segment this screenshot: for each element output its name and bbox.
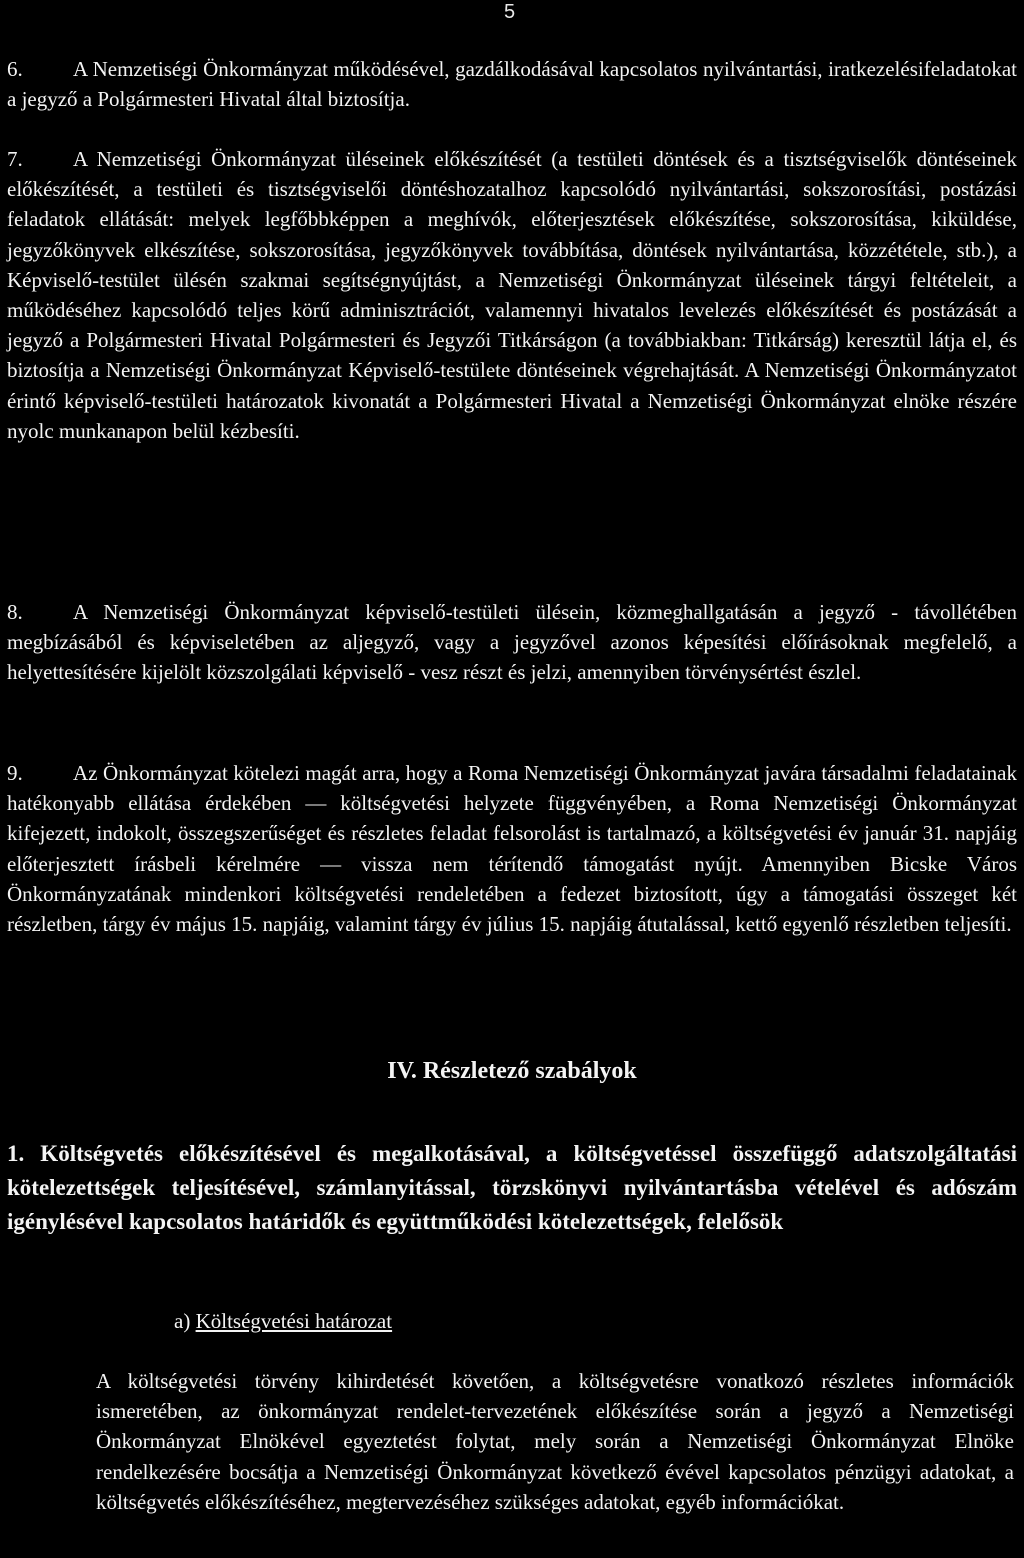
section-title: IV. Részletező szabályok bbox=[387, 1058, 637, 1084]
paragraph-text: A Nemzetiségi Önkormányzat működésével, gazdálkodásával kapcsolatos nyilvántartási, iratkezelésifeladatokat a jegyző a Polgármesteri Hivatal által biztosítja. bbox=[7, 57, 1017, 112]
final-paragraph: A költségvetési törvény kihirdetését követően, a költségvetésre vonatkozó részletes információk ismeretében, az önkormányzat rendelet-tervezetének előkészítése során a jegyző a Nemzetiségi Önkormányzat Elnökével egyeztetést folytat, mely során a Nemzetiségi Önkormányzat Elnöke rendelkezésére bocsátja a Nemzetiségi Önkormányzat következő évével kapcsolatos pénzügyi adatokat, a költségvetés előkészítéséhez, megtervezéséhez szükséges adatokat, egyéb információkat. bbox=[96, 1369, 1014, 1514]
paragraph-text: A Nemzetiségi Önkormányzat üléseinek előkészítését (a testületi döntések és a tisztségviselők döntéseinek előkészítését, a testületi és tisztségviselői döntéshozatalhoz kapcsolódó nyilvántartási, sokszorosítási, postázási feladatok ellátását: melyek legfőbbképpen a meghívók, előterjesztések előkészítése, sokszorosítása, kiküldése, jegyzőkönyvek elkészítése, sokszorosítása, jegyzőkönyvek továbbítása, döntések nyilvántartása, közzététele, stb.), a Képviselő-testület ülésén szakmai segítségnyújtást, a Nemzetiségi Önkormányzat üléseinek tárgyi feltételeit, a működéséhez kapcsolódó teljes körű adminisztrációt, valamennyi hivatalos levelezés előkészítését és postázását a jegyző a Polgármesteri Hivatal Polgármesteri és Jegyzői Titkárságon (a továbbiakban: Titkárság) keresztül látja el, és biztosítja a Nemzetiségi Önkormányzat Képviselő-testülete döntéseinek végrehajtását. A Nemzetiségi Önkormányzatot érintő képviselő-testületi határozatok kivonatát a Polgármesteri Hivatal a Nemzetiségi Önkormányzat elnöke részére nyolc munkanapon belül kézbesíti. bbox=[7, 147, 1017, 443]
paragraph-number: 6. bbox=[7, 57, 23, 81]
paragraph-6 bbox=[7, 54, 1017, 114]
paragraph-7 bbox=[7, 144, 1017, 446]
paragraph-9 bbox=[7, 758, 1017, 939]
subsection-title: Költségvetési határozat bbox=[195, 1309, 393, 1333]
paragraph-number: 9. bbox=[7, 761, 23, 785]
subsection-prefix: a) bbox=[174, 1309, 191, 1333]
paragraph-number: 7. bbox=[7, 147, 23, 171]
page-number: 5 bbox=[504, 1, 516, 23]
subsection-label bbox=[174, 1306, 392, 1336]
section-subheading: 1. Költségvetés előkészítésével és megalkotásával, a költségvetéssel összefüggő adatszolgáltatási kötelezettségek teljesítésével, számlanyitással, törzskönyvi nyilvántartásba vételével és adószám igénylésével kapcsolatos határidők és együttműködési kötelezettségek, felelősök bbox=[7, 1141, 1017, 1234]
paragraph-text: A Nemzetiségi Önkormányzat képviselő-testületi ülésein, közmeghallgatásán a jegyző - távollétében megbízásából és képviseletében az aljegyző, vagy a jegyzővel azonos képesítési előírásoknak megfelelő, a helyettesítésére kijelölt közszolgálati képviselő - vesz részt és jelzi, amennyiben törvénysértést észlel. bbox=[7, 600, 1017, 685]
paragraph-number: 8. bbox=[7, 600, 23, 624]
paragraph-text: Az Önkormányzat kötelezi magát arra, hogy a Roma Nemzetiségi Önkormányzat javára társadalmi feladatainak hatékonyabb ellátása érdekében — költségvetési helyzete függvényében, a Roma Nemzetiségi Önkormányzat kifejezett, indokolt, összegszerűséget és részletes feladat felsorolást is tartalmazó, a költségvetési év január 31. napjáig előterjesztett írásbeli kérelmére — vissza nem térítendő támogatást nyújt. Amennyiben Bicske Város Önkormányzatának mindenkori költségvetési rendeletében a fedezet biztosított, úgy a támogatási összeget két részletben, tárgy év május 15. napjáig, valamint tárgy év július 15. napjáig átutalással, kettő egyenlő részletben teljesíti. bbox=[7, 761, 1017, 937]
paragraph-8 bbox=[7, 597, 1017, 688]
